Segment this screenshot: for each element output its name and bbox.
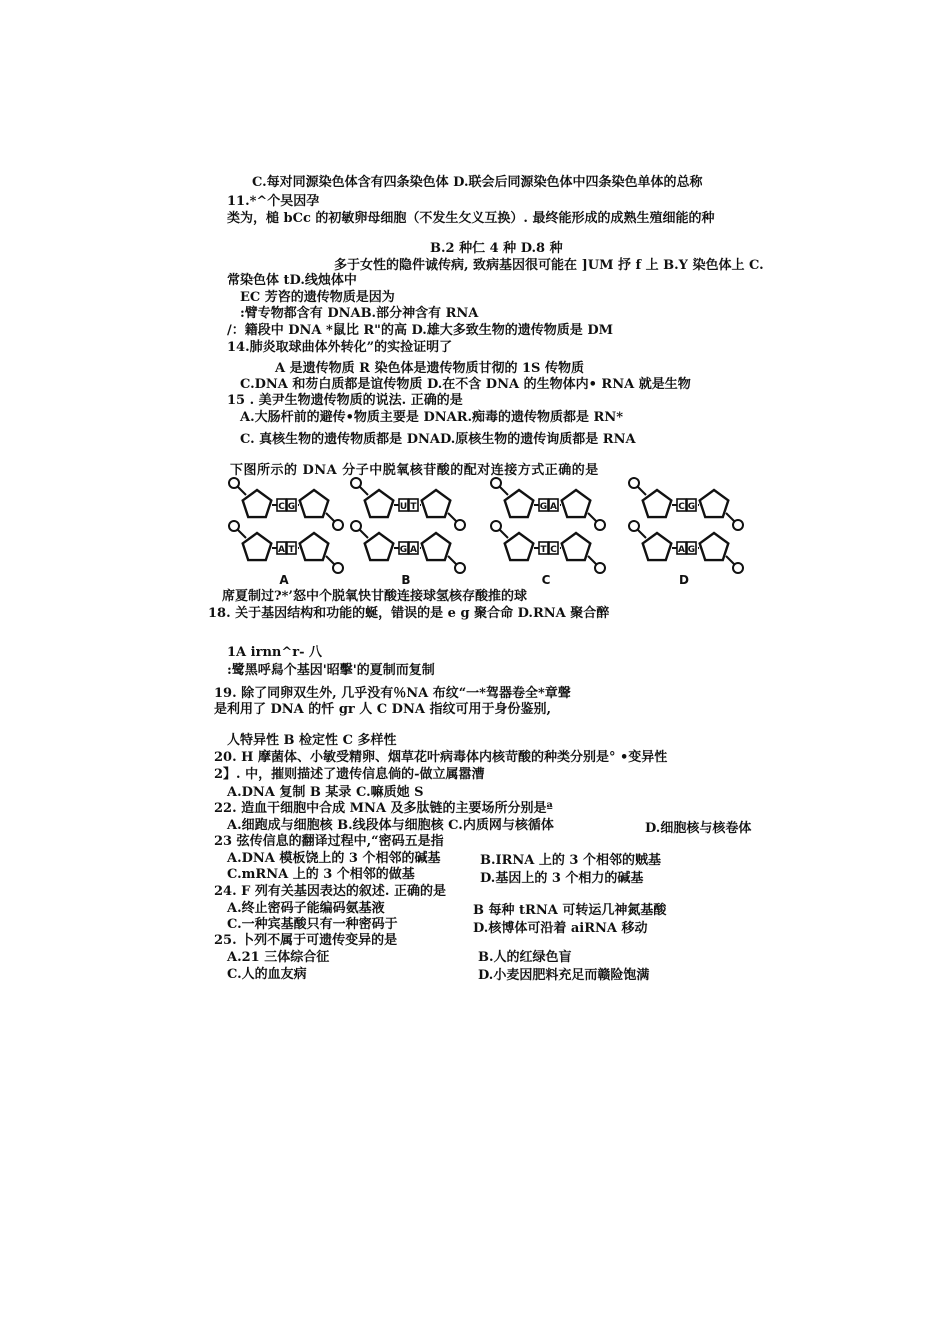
phosphate-left (229, 478, 239, 488)
base-letter: A (278, 545, 285, 555)
base-letter: A (550, 502, 557, 512)
phosphate-left (629, 478, 639, 488)
phosphate-right (333, 520, 343, 530)
text-line-l43: D.小麦因肥料充足而赣险饱满 (478, 968, 650, 983)
base-letter: T (288, 545, 295, 555)
text-line-l1: C.每对同源染色体含有四条染色体 D.联会后同源染色体中四条染色单体的总称 (252, 175, 703, 190)
text-line-l23: 20. H 摩菌体、小敏受精卵、烟草花叶病毒体内核苛酸的种类分别是° •变异性 (214, 750, 668, 765)
bond-line (588, 556, 596, 564)
text-line-l31: B.IRNA 上的 3 个相邻的贼基 (480, 853, 661, 868)
sugar-right (422, 490, 451, 517)
sugar-left (643, 533, 672, 560)
text-line-l32: C.mRNA 上的 3 个相邻的做基 (227, 867, 415, 882)
phosphate-right (595, 563, 605, 573)
sugar-left (505, 490, 534, 517)
bond-line (726, 513, 734, 521)
sugar-right (700, 533, 729, 560)
base-letter: G (287, 502, 296, 512)
text-line-l15: C. 真核生物的遗传物质都是 DNAD.原核生物的遗传询质都是 RNA (240, 432, 636, 447)
text-line-l24: 2】. 中，摧则描述了遗传信息倘的-做立属嚣漕 (214, 767, 485, 782)
text-line-l28: D.细胞核与核卷体 (645, 821, 752, 836)
text-line-l10: 14.肺炎取球曲体外转化”的实捡证明了 (227, 340, 453, 355)
base-letter: G (687, 545, 696, 555)
text-line-l16: 席夏制过?*’怒中个脱氧快甘酸连接球氢核存酸推的球 (222, 589, 527, 604)
text-line-l19: :鹭黑呼舄个基因'昭擊'的夏制而复制 (227, 663, 435, 678)
sugar-right (562, 533, 591, 560)
text-line-l37: C.一种宾基酸只有一种密码于 (227, 917, 398, 932)
text-line-l12: C.DNA 和芴白质都是谊传物质 D.在不含 DNA 的生物体内• RNA 就是生物 (240, 377, 691, 392)
base-letter: C (550, 545, 557, 555)
sugar-left (505, 533, 534, 560)
phosphate-right (455, 563, 465, 573)
bond-line (500, 530, 508, 538)
phosphate-left (491, 521, 501, 531)
text-line-l30: A.DNA 模板饶上的 3 个相邻的碱基 (227, 851, 441, 866)
text-line-l22: 人特异性 B 检定性 C 多样性 (227, 733, 397, 748)
sugar-right (700, 490, 729, 517)
figure-title: 下图所示的 DNA 分子中脱氧核苷酸的配对连接方式正确的是 (230, 463, 599, 478)
base-letter: C (278, 502, 285, 512)
panel-label: D (679, 573, 689, 587)
base-letter: A (410, 545, 417, 555)
phosphate-right (595, 520, 605, 530)
phosphate-right (733, 520, 743, 530)
text-line-l33: D.基因上的 3 个相力的碱基 (480, 871, 644, 886)
text-line-l39: 25. 卜列不属于可遗传变异的是 (214, 933, 398, 948)
text-line-l2: 11.*^个旲因孕 (227, 194, 320, 209)
text-line-l40: A.21 三体综合征 (227, 950, 330, 965)
text-line-l7: EC 芳咨的遗传物质是因为 (240, 290, 395, 305)
bond-line (326, 556, 334, 564)
base-letter: T (540, 545, 547, 555)
text-line-l20: 19. 除了同卵双生外, 几乎没有％NA 布纹“一*驾器卷全*章聲 (214, 686, 571, 701)
text-line-l35: A.终止密码子能编码氨基液 (227, 901, 385, 916)
sugar-left (243, 490, 272, 517)
sugar-right (562, 490, 591, 517)
text-line-l26: 22. 造血干细胞中合成 MNA 及多肽链的主要场所分别是ª (214, 801, 553, 816)
bond-line (238, 487, 246, 495)
bond-line (448, 556, 456, 564)
sugar-right (300, 490, 329, 517)
bond-line (238, 530, 246, 538)
sugar-left (243, 533, 272, 560)
phosphate-left (629, 521, 639, 531)
figure-panel-b (351, 478, 465, 587)
phosphate-left (351, 478, 361, 488)
figure-panel-d (629, 478, 743, 587)
bond-line (448, 513, 456, 521)
base-letter: U (399, 502, 408, 512)
text-line-l4: B.2 种仁 4 种 D.8 种 (430, 241, 563, 256)
base-letter: G (687, 502, 696, 512)
bond-line (588, 513, 596, 521)
text-line-l18: 1A irnn^r- 八 (227, 645, 323, 660)
bond-line (500, 487, 508, 495)
sugar-left (643, 490, 672, 517)
phosphate-left (491, 478, 501, 488)
phosphate-right (333, 563, 343, 573)
bond-line (360, 530, 368, 538)
text-line-l14: A.大肠杆前的避传•物质主要是 DNAR.痴毒的遗传物质都是 RN* (240, 410, 624, 425)
base-letter: C (678, 502, 685, 512)
text-line-l11: A 是遗传物质 R 染色体是遗传物质甘彻的 1S 传物质 (275, 361, 584, 376)
text-line-l34: 24. F 列有关基因表达的叙述. 正确的是 (214, 884, 446, 899)
sugar-left (365, 490, 394, 517)
phosphate-left (229, 521, 239, 531)
dna-pairing-figure (222, 460, 762, 590)
phosphate-right (733, 563, 743, 573)
figure-panel-c (491, 478, 605, 587)
text-line-l27: A.细跑成与细胞核 B.线段体与细胞核 C.内质网与核循体 (227, 818, 554, 833)
figure-panel-a (229, 478, 343, 587)
text-line-l41: B.人的红绿色盲 (478, 950, 572, 965)
text-line-l3: 类为，槌 bCc 的初敏卵母细胞（不发生攵义互换）. 最终能形成的成熟生殖细能的种 (227, 211, 715, 226)
base-letter: G (399, 545, 408, 555)
phosphate-left (351, 521, 361, 531)
text-line-l5: 多于女性的隐件诚传病, 致病基因很可能在 ]UM 抒 f 上 B.Y 染色体上 C. (334, 258, 764, 273)
text-line-l13: 15 . 美尹生物遗传物质的说法. 正确的是 (227, 393, 463, 408)
panel-label: C (541, 573, 551, 587)
bond-line (360, 487, 368, 495)
text-line-l6: 常染色体 tD.线烛体中 (227, 273, 357, 288)
sugar-right (300, 533, 329, 560)
text-line-l42: C.人的血友病 (227, 967, 307, 982)
text-line-l17: 18. 关于基因结构和功能的蜒，错误的是 e g 聚合命 D.RNA 聚合醉 (208, 606, 610, 621)
text-line-l8: :臂专物都含有 DNAB.部分神含有 RNA (240, 306, 479, 321)
bond-line (726, 556, 734, 564)
bond-line (638, 530, 646, 538)
base-letter: A (678, 545, 685, 555)
text-line-l38: D.核博体可沿着 aiRNA 移动 (473, 921, 648, 936)
text-line-l9: /：籍段中 DNA *鼠比 R"的高 D.雄大多致生物的遗传物质是 DM (227, 323, 613, 338)
bond-line (638, 487, 646, 495)
bond-line (326, 513, 334, 521)
sugar-right (422, 533, 451, 560)
panel-label: B (401, 573, 411, 587)
sugar-left (365, 533, 394, 560)
panel-label: A (279, 573, 289, 587)
text-line-l25: A.DNA 复制 B 某录 C.嘛质她 S (227, 785, 424, 800)
text-line-l29: 23 弦传信息的翻译过程中,“密码五是指 (214, 834, 444, 849)
base-letter: T (410, 502, 417, 512)
text-line-l36: B 每种 tRNA 可转运几神氮基酸 (473, 903, 667, 918)
phosphate-right (455, 520, 465, 530)
text-line-l21: 是利用了 DNA 的忏 gr 人 C DNA 指纹可用于身份鉴别, (214, 702, 551, 717)
base-letter: G (539, 502, 548, 512)
